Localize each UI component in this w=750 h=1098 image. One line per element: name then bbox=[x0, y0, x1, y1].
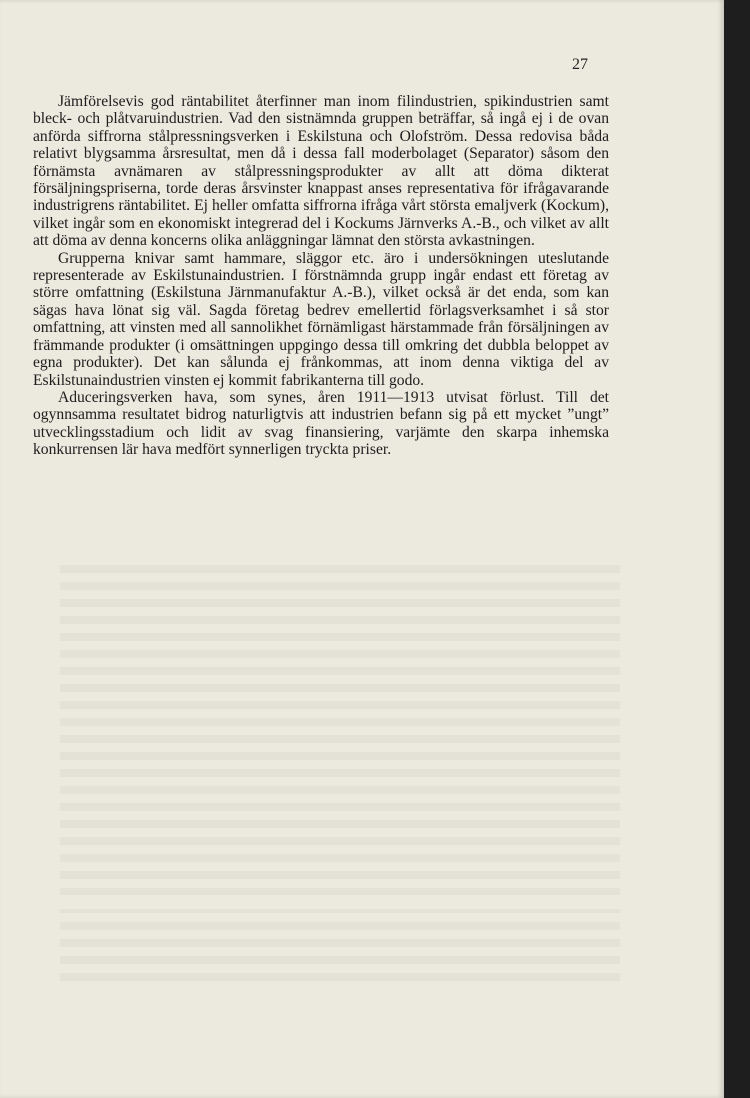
paragraph-2: Grupperna knivar samt hammare, släggor etc. äro i undersökningen uteslutande representerade av Eskilstunaindustrien. I förstnämnda grupp ingår endast ett företag av större omfattning (Eskilstuna Järnmanufaktur A.-B.), vilket också är det enda, som kan sägas hava lönat sig väl. Sagda företag bedrev emellertid förlagsverksamhet i så stor omfattning, att vinsten med all sannolikhet förnämligast härstammade från försäljningen av främmande produkter (i omsättningen uppgingo dessa till omkring det dubbla beloppet av egna produkter). Det kan sålunda ej frånkommas, att inom denna viktiga del av Eskilstunaindustrien vinsten ej kommit fabrikanterna till godo. bbox=[33, 249, 609, 389]
page-number: 27 bbox=[572, 56, 588, 73]
bleed-through-text bbox=[60, 565, 620, 985]
body-text bbox=[33, 93, 609, 459]
bleed-through-gap bbox=[60, 895, 620, 909]
paragraph-1: Jämförelsevis god räntabilitet återfinner man inom filindustrien, spikindustrien samt bleck- och plåtvaruindustrien. Vad den sistnämnda gruppen beträffar, så ingå ej i de ovan anförda siffrorna stålpressningsverken i Eskilstuna och Olofström. Dessa redovisa båda relativt blygsamma årsresultat, men då i dessa fall moderbolaget (Separator) såsom den förnämsta avnämaren av stålpressningsprodukter av allt att döma dikterat försäljningspriserna, torde deras årsvinster knappast anses representativa för ifrågavarande industrigrens räntabilitet. Ej heller omfatta siffrorna ifråga vårt största emaljverk (Kockum), vilket ingår som en ekonomiskt integrerad del i Kockums Järnverks A.-B., och vilket av allt att döma av denna koncerns olika anläggningar lämnat den största avkastningen. bbox=[33, 93, 609, 250]
paragraph-3: Aduceringsverken hava, som synes, åren 1911—1913 utvisat förlust. Till det ogynnsamma resultatet bidrog naturligtvis att industrien befann sig på ett mycket ”ungt” utvecklingsstadium och lidit av svag finansiering, varjämte den skarpa inhemska konkurrensen lär hava medfört synnerligen tryckta priser. bbox=[33, 388, 609, 459]
